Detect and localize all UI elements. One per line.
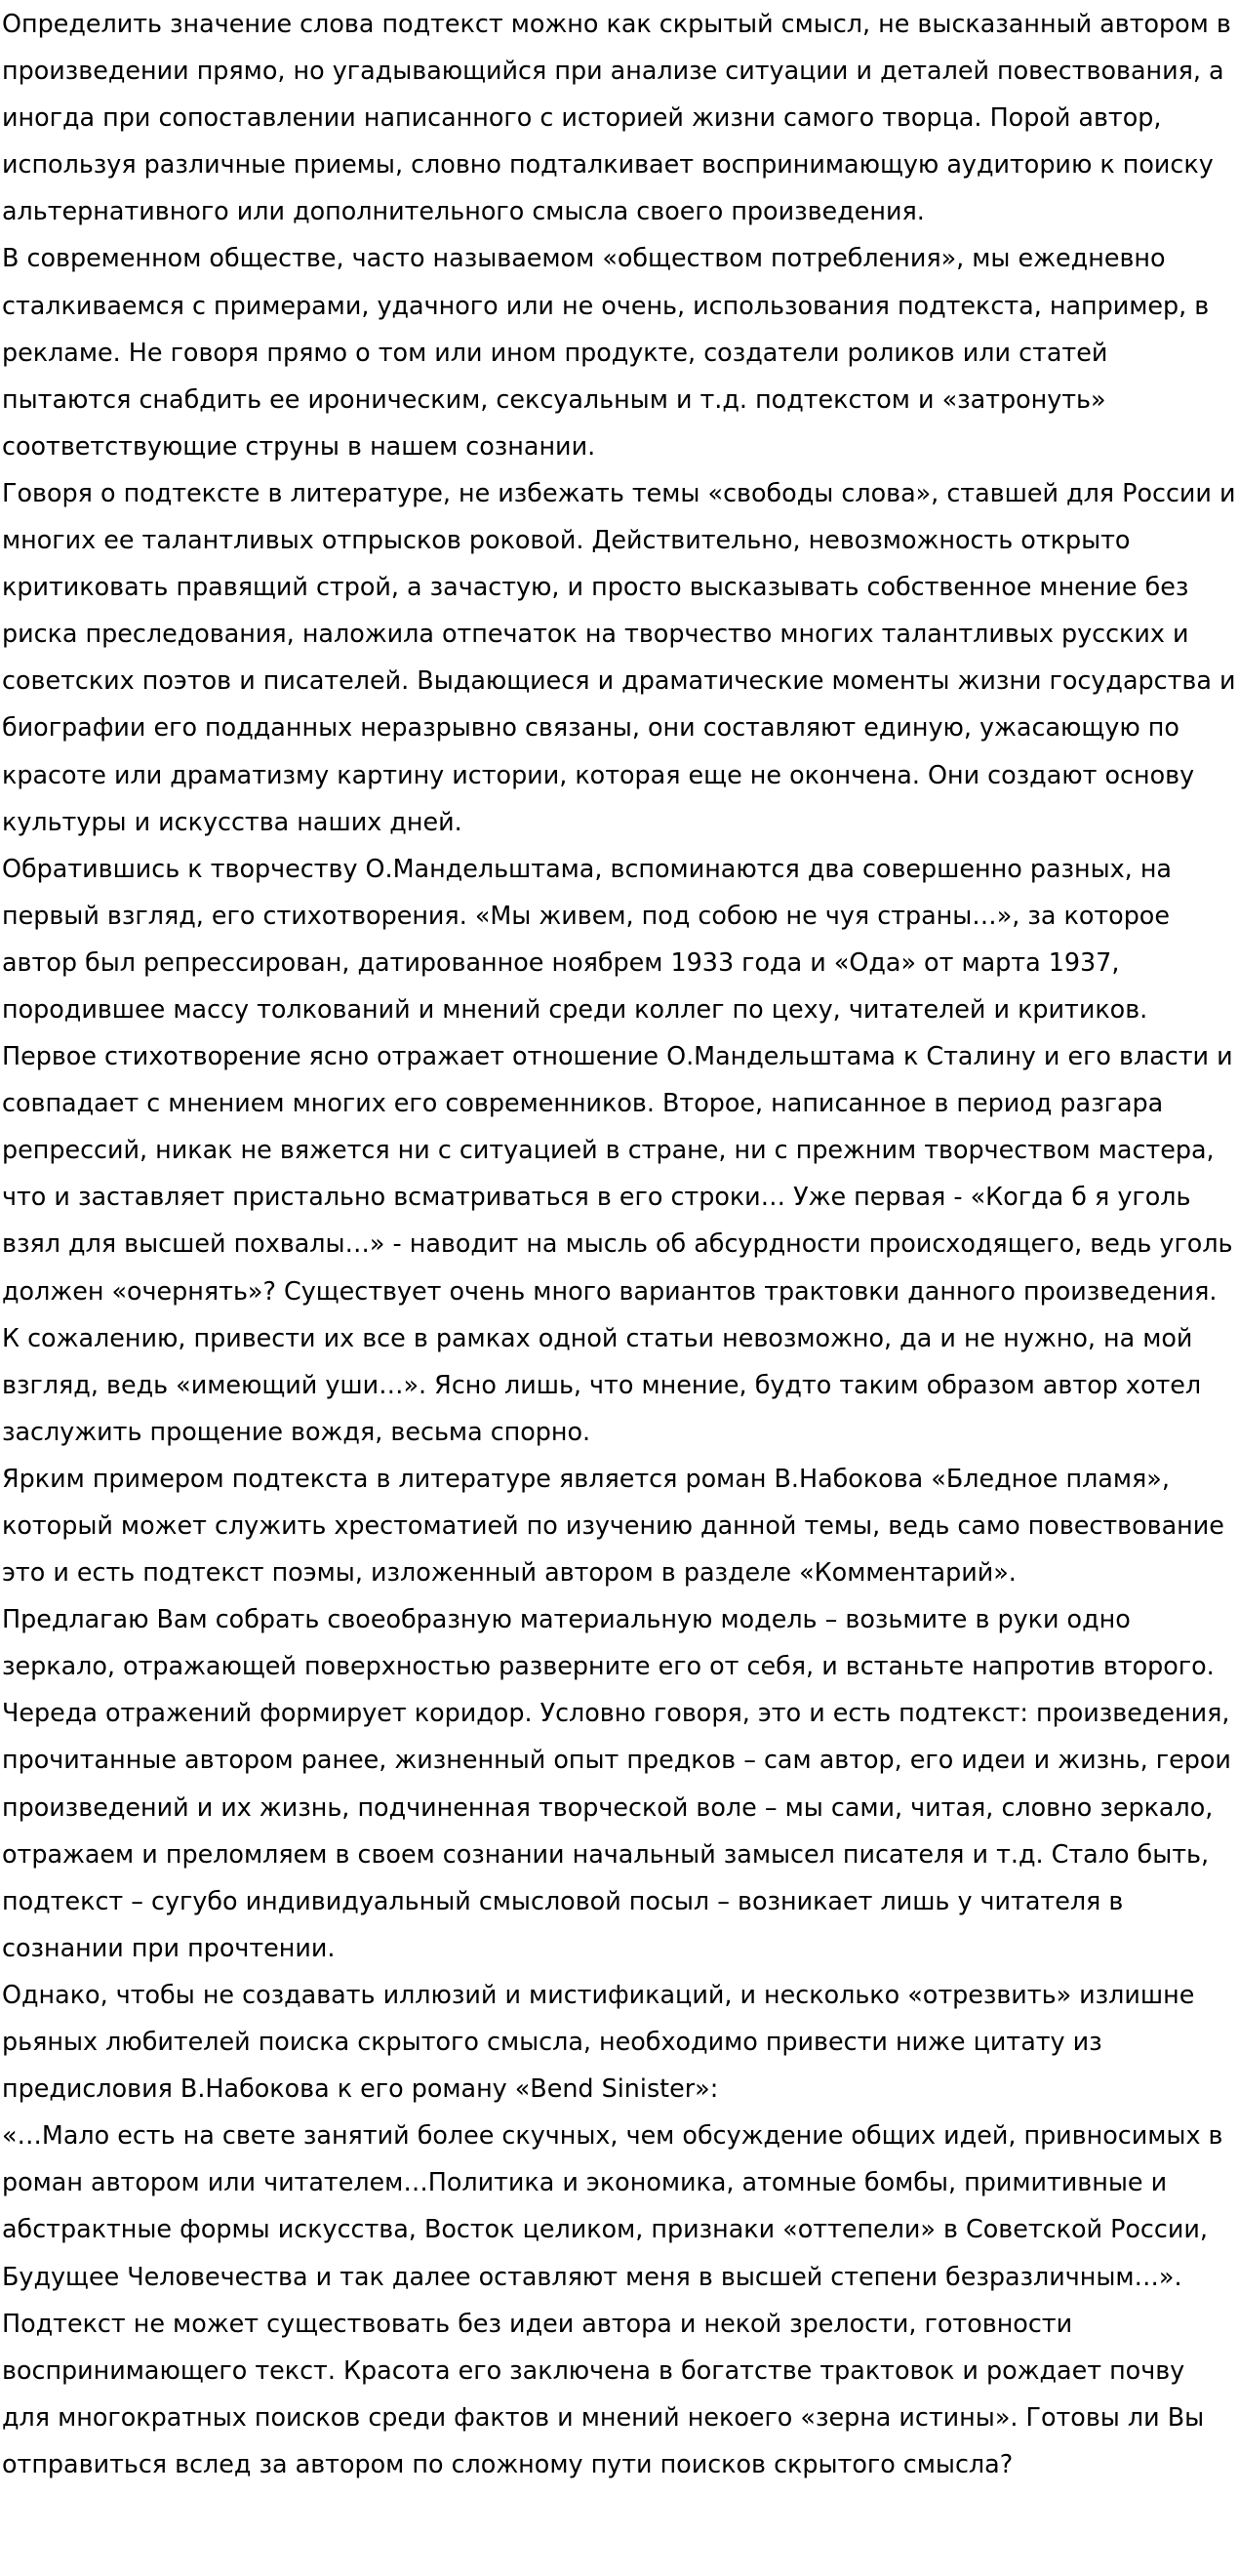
article-paragraph-6: Предлагаю Вам собрать своеобразную материальную модель – возьмите в руки одно зеркало, отражающей поверхностью разверните его от себя, и встаньте напротив второго. Череда отражений формирует коридор. Условно говоря, это и есть подтекст: произведения, прочитанные автором ранее, жизненный опыт предков – сам автор, его идеи и жизнь, герои произведений и их жизнь, подчиненная творческой воле – мы сами, читая, словно зеркало, отражаем и преломляем в своем сознании начальный замысел писателя и т.д. Стало быть, подтекст – сугубо индивидуальный смысловой посыл – возникает лишь у читателя в сознании при прочтении. — [2, 1604, 1231, 1962]
article-quote: «…Мало есть на свете занятий более скучных, чем обсуждение общих идей, привносимых в роман автором или читателем…Политика и экономика, атомные бомбы, примитивные и абстрактные формы искусства, Восток целиком, признаки «оттепели» в Советской России, Будущее Человечества и так далее оставляют меня в высшей степени безразличным…». — [2, 2120, 1223, 2291]
article-paragraph-conclusion: Подтекст не может существовать без идеи автора и некой зрелости, готовности воспринимающего текст. Красота его заключена в богатстве трактовок и рождает почву для многократных поисков среди фактов и мнений некоего «зерна истины». Готовы ли Вы отправиться вслед за автором по сложному пути поисков скрытого смысла? — [2, 2308, 1205, 2478]
article-paragraph-4: Обратившись к творчеству О.Мандельштама, вспоминаются два совершенно разных, на первый взгляд, его стихотворения. «Мы живем, под собою не чуя страны…», за которое автор был репрессирован, датированное ноябрем 1933 года и «Ода» от марта 1937, породившее массу толкований и мнений среди коллег по цеху, читателей и критиков. Первое стихотворение ясно отражает отношение О.Мандельштама к Сталину и его власти и совпадает с мнением многих его современников. Второе, написанное в период разгара репрессий, никак не вяжется ни с ситуацией в стране, ни с прежним творчеством мастера, что и заставляет пристально всматриваться в его строки… Уже первая - «Когда б я уголь взял для высшей похвалы…» - наводит на мысль об абсурдности происходящего, ведь уголь должен «очернять»? Существует очень много вариантов трактовки данного произведения. К сожалению, привести их все в рамках одной статьи невозможно, да и не нужно, на мой взгляд, ведь «имеющий уши…». Ясно лишь, что мнение, будто таким образом автор хотел заслужить прощение вождя, весьма спорно. — [2, 853, 1233, 1446]
article-paragraph-5: Ярким примером подтекста в литературе является роман В.Набокова «Бледное пламя», который может служить хрестоматией по изучению данной темы, ведь само повествование это и есть подтекст поэмы, изложенный автором в разделе «Комментарий». — [2, 1463, 1224, 1588]
article-paragraph-2: В современном обществе, часто называемом «обществом потребления», мы ежедневно сталкиваемся с примерами, удачного или не очень, использования подтекста, например, в рекламе. Не говоря прямо о том или ином продукте, создатели роликов или статей пытаются снабдить ее ироническим, сексуальным и т.д. подтекстом и «затронуть» соответствующие струны в нашем сознании. — [2, 243, 1210, 461]
article-paragraph-3: Говоря о подтексте в литературе, не избежать темы «свободы слова», ставшей для России и многих ее талантливых отпрысков роковой. Действительно, невозможность открыто критиковать правящий строй, а зачастую, и просто высказывать собственное мнение без риска преследования, наложила отпечаток на творчество многих талантливых русских и советских поэтов и писателей. Выдающиеся и драматические моменты жизни государства и биографии его подданных неразрывно связаны, они составляют единую, ужасающую по красоте или драматизму картину истории, которая еще не окончена. Они создают основу культуры и искусства наших дней. — [2, 477, 1236, 836]
article-paragraph-7: Однако, чтобы не создавать иллюзий и мистификаций, и несколько «отрезвить» излишне рьяных любителей поиска скрытого смысла, необходимо привести ниже цитату из предисловия В.Набокова к его роману «Bend Sinister»: — [2, 1979, 1195, 2104]
article-paragraph-1: Определить значение слова подтекст можно как скрытый смысл, не высказанный автором в произведении прямо, но угадывающийся при анализе ситуации и деталей повествования, а иногда при сопоставлении написанного с историей жизни самого творца. Порой автор, используя различные приемы, словно подталкивает воспринимающую аудиторию к поиску альтернативного или дополнительного смысла своего произведения. — [2, 9, 1231, 226]
